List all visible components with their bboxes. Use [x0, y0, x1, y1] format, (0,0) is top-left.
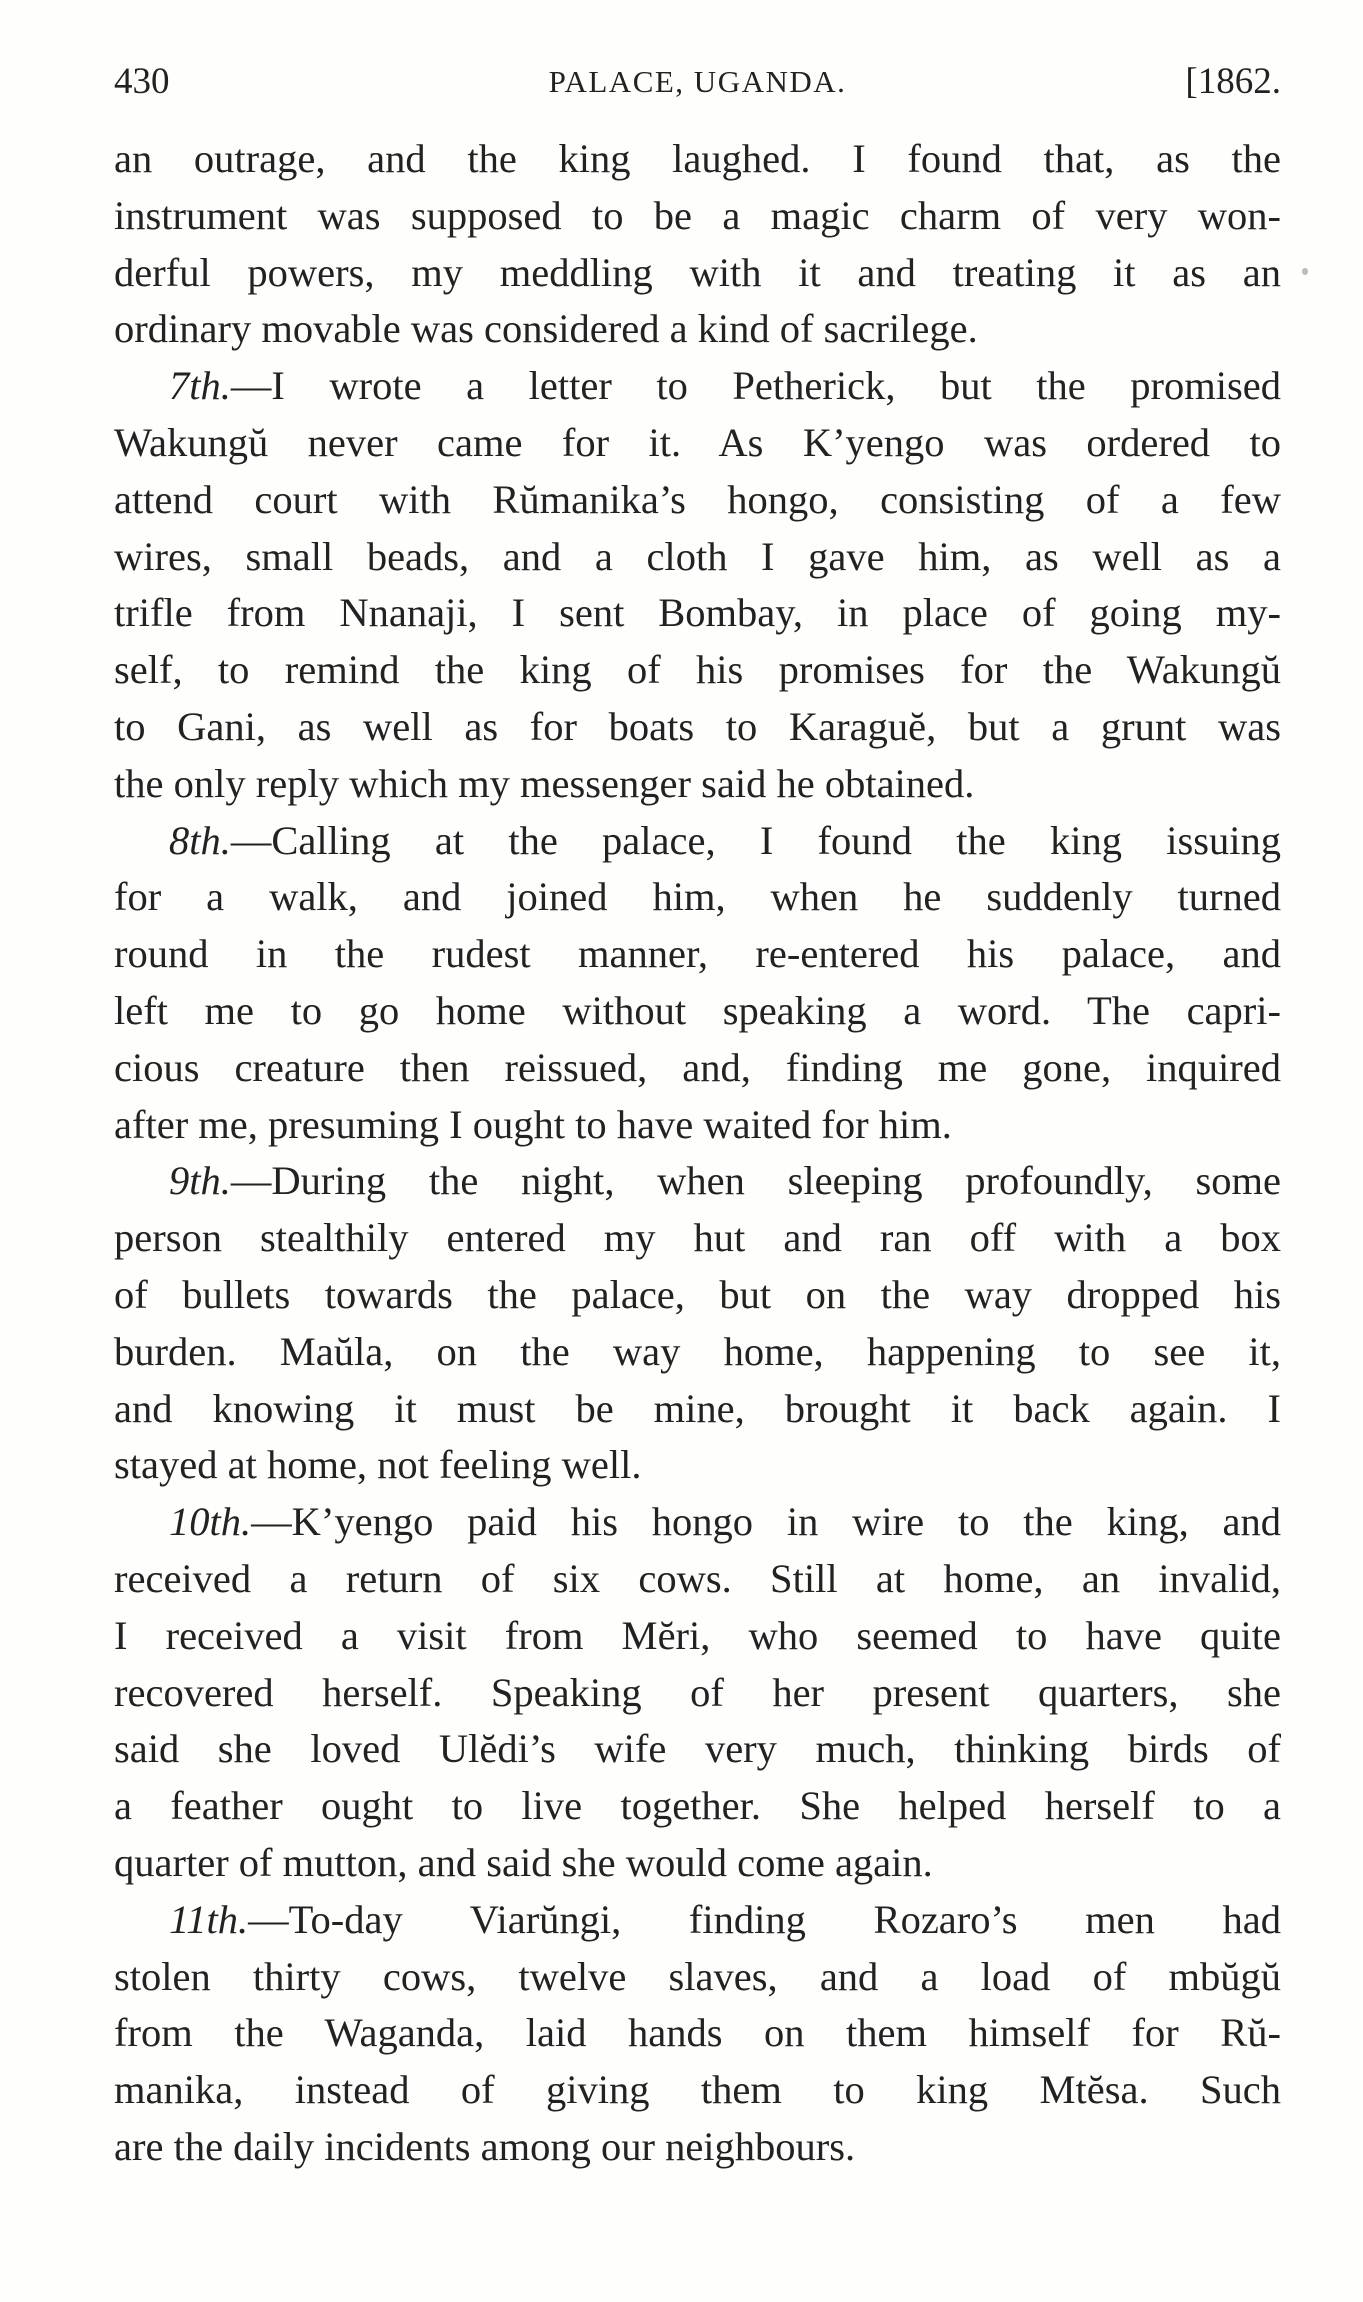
paragraph: [114, 813, 1281, 1154]
text-line: [114, 813, 1281, 870]
text-line: and knowing it must be mine, brought it back again. I: [114, 1385, 1281, 1431]
text-line: stolen thirty cows, twelve slaves, and a load of mbŭgŭ: [114, 1953, 1281, 1999]
text-line: recovered herself. Speaking of her present quarters, she: [114, 1669, 1281, 1715]
text-line: cious creature then reissued, and, finding me gone, inquired: [114, 1044, 1281, 1090]
line-text: —K’yengo paid his hongo in wire to the king, and: [251, 1499, 1281, 1545]
text-line: are the daily incidents among our neighbours.: [114, 2123, 856, 2169]
text-line: of bullets towards the palace, but on the way dropped his: [114, 1271, 1281, 1317]
text-line: attend court with Rŭmanika’s hongo, consisting of a few: [114, 476, 1281, 522]
text-line: the only reply which my messenger said he obtained.: [114, 760, 975, 806]
text-line: an outrage, and the king laughed. I found that, as the: [114, 136, 1281, 181]
entry-date: 11th.: [169, 1896, 249, 1942]
text-line: burden. Maŭla, on the way home, happening to see it,: [114, 1328, 1281, 1374]
text-line: I received a visit from Mĕri, who seemed to have quite: [114, 1612, 1281, 1658]
entry-date: 8th.: [169, 817, 231, 863]
paragraph: [114, 131, 1281, 358]
text-line: [114, 1892, 1281, 1949]
body-text: [114, 131, 1281, 2176]
paragraph: [114, 1892, 1281, 2176]
line-text: —To-day Viarŭngi, finding Rozaro’s men had: [248, 1896, 1281, 1942]
text-line: stayed at home, not feeling well.: [114, 1442, 642, 1488]
text-line: received a return of six cows. Still at home, an invalid,: [114, 1555, 1281, 1601]
text-line: ordinary movable was considered a kind of sacrilege.: [114, 306, 978, 352]
text-line: for a walk, and joined him, when he suddenly turned: [114, 874, 1281, 920]
text-line: left me to go home without speaking a word. The capri-: [114, 987, 1281, 1033]
text-line: said she loved Ulĕdi’s wife very much, thinking birds of: [114, 1726, 1281, 1772]
text-line: person stealthily entered my hut and ran off with a box: [114, 1215, 1281, 1261]
margin-speck: [1302, 268, 1308, 275]
text-line: trifle from Nnanaji, I sent Bombay, in place of going my-: [114, 590, 1281, 636]
year-label: [1862.: [1185, 61, 1281, 102]
text-line: from the Waganda, laid hands on them himself for Rŭ-: [114, 2010, 1281, 2056]
text-line: quarter of mutton, and said she would come again.: [114, 1839, 933, 1885]
running-title: PALACE, UGANDA.: [548, 64, 847, 99]
running-head: [114, 52, 1281, 112]
page-number: 430: [114, 61, 170, 102]
paragraph: [114, 1494, 1281, 1892]
paragraph: [114, 358, 1281, 812]
text-line: wires, small beads, and a cloth I gave him, as well as a: [114, 533, 1281, 579]
paragraph: [114, 1153, 1281, 1494]
text-line: [114, 1494, 1281, 1551]
line-text: —During the night, when sleeping profoundly, some: [230, 1158, 1281, 1204]
text-line: to Gani, as well as for boats to Karaguĕ, but a grunt was: [114, 703, 1281, 749]
text-line: Wakungŭ never came for it. As K’yengo was ordered to: [114, 419, 1281, 465]
entry-date: 7th.: [169, 363, 231, 409]
line-text: —I wrote a letter to Petherick, but the promised: [230, 363, 1281, 409]
entry-date: 9th.: [169, 1158, 231, 1204]
text-line: derful powers, my meddling with it and treating it as an: [114, 249, 1281, 295]
line-text: —Calling at the palace, I found the king issuing: [230, 817, 1281, 863]
text-line: round in the rudest manner, re-entered his palace, and: [114, 931, 1281, 977]
text-line: manika, instead of giving them to king Mtĕsa. Such: [114, 2067, 1281, 2113]
text-line: after me, presuming I ought to have waited for him.: [114, 1101, 952, 1147]
entry-date: 10th.: [169, 1499, 252, 1545]
text-line: [114, 1153, 1281, 1210]
text-line: [114, 358, 1281, 415]
text-line: instrument was supposed to be a magic charm of very won-: [114, 192, 1281, 238]
text-line: a feather ought to live together. She helped herself to a: [114, 1783, 1281, 1829]
text-line: self, to remind the king of his promises for the Wakungŭ: [114, 647, 1281, 693]
